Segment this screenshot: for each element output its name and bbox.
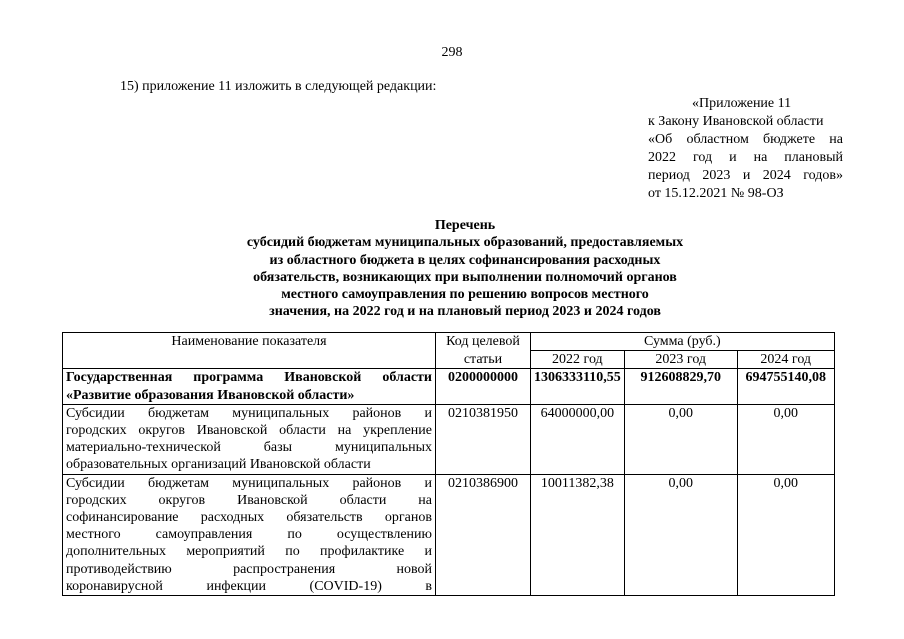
row-name-line: Государственная программа Ивановской области <box>66 370 432 386</box>
header-year-2023: 2023 год <box>624 351 737 369</box>
row-name-line: городских округов Ивановской области на <box>66 492 432 508</box>
page-number: 298 <box>441 45 463 60</box>
table-row <box>63 369 835 404</box>
row-name-line: софинансирование расходных обязательств органов <box>66 510 432 526</box>
appendix-line: «Приложение 11 <box>692 96 792 111</box>
appendix-line: 2022 год и на плановый <box>648 150 843 165</box>
header-code-bottom <box>436 351 531 369</box>
title-line: субсидий бюджетам муниципальных образований, предоставляемых <box>246 235 684 251</box>
title-line: Перечень <box>434 218 496 233</box>
appendix-line: к Закону Ивановской области <box>648 114 824 129</box>
appendix-line: «Об областном бюджете на <box>648 132 843 147</box>
subsidies-table <box>62 332 835 596</box>
header-name <box>63 333 436 369</box>
header-year-2024: 2024 год <box>737 351 834 369</box>
row-name-line: образовательных организаций Ивановской области <box>66 457 371 473</box>
header-sum <box>531 333 835 351</box>
row-code: 0200000000 <box>436 369 531 404</box>
table-row <box>63 404 835 474</box>
row-name-line: противодействию распространения новой <box>66 561 432 577</box>
row-value-2023: 912608829,70 <box>624 369 737 404</box>
row-value-2024: 0,00 <box>737 404 834 474</box>
header-year-2022: 2022 год <box>531 351 625 369</box>
row-value-2023: 0,00 <box>624 404 737 474</box>
row-name <box>63 474 436 595</box>
row-name <box>63 404 436 474</box>
title-line: обязательств, возникающих при выполнении полномочий органов <box>253 269 677 285</box>
header-sum-text: Сумма (руб.) <box>644 334 721 349</box>
title-line: местного самоуправления по решению вопросов местного <box>281 287 649 303</box>
appendix-reference <box>648 95 843 203</box>
row-name-line: «Развитие образования Ивановской области» <box>66 387 355 403</box>
row-value-2024: 694755140,08 <box>737 369 834 404</box>
row-value-2024: 0,00 <box>737 474 834 595</box>
row-name-line: материально-технической базы муниципальных <box>66 440 432 456</box>
intro-text: 15) приложение 11 изложить в следующей редакции: <box>120 79 437 94</box>
header-code-text: статьи <box>463 351 503 367</box>
appendix-line: от 15.12.2021 № 98-ОЗ <box>648 186 784 201</box>
table-row <box>63 474 835 595</box>
row-name-line: Субсидии бюджетам муниципальных районов и <box>66 475 432 491</box>
header-code-text: Код целевой <box>446 334 520 349</box>
row-name-line: местного самоуправления по осуществлению <box>66 527 432 543</box>
row-value-2023: 0,00 <box>624 474 737 595</box>
header-code-top <box>436 333 531 351</box>
appendix-line: период 2023 и 2024 годов» <box>648 168 843 183</box>
row-name-line: дополнительных мероприятий по профилактике и <box>66 544 432 560</box>
table-header-row <box>63 333 835 351</box>
row-name-line: городских округов Ивановской области на укрепление <box>66 423 432 439</box>
document-title <box>180 217 750 321</box>
row-code: 0210386900 <box>436 474 531 595</box>
header-name-text: Наименование показателя <box>171 334 327 349</box>
title-line: значения, на 2022 год и на плановый период 2023 и 2024 годов <box>269 304 661 320</box>
row-value-2022: 10011382,38 <box>531 474 625 595</box>
row-value-2022: 1306333110,55 <box>531 369 625 404</box>
row-value-2022: 64000000,00 <box>531 404 625 474</box>
row-name-line: Субсидии бюджетам муниципальных районов и <box>66 405 432 421</box>
row-name-line: коронавирусной инфекции (COVID-19) в <box>66 578 432 594</box>
row-name <box>63 369 436 404</box>
title-line: из областного бюджета в целях софинансирования расходных <box>269 252 661 268</box>
row-code: 0210381950 <box>436 404 531 474</box>
